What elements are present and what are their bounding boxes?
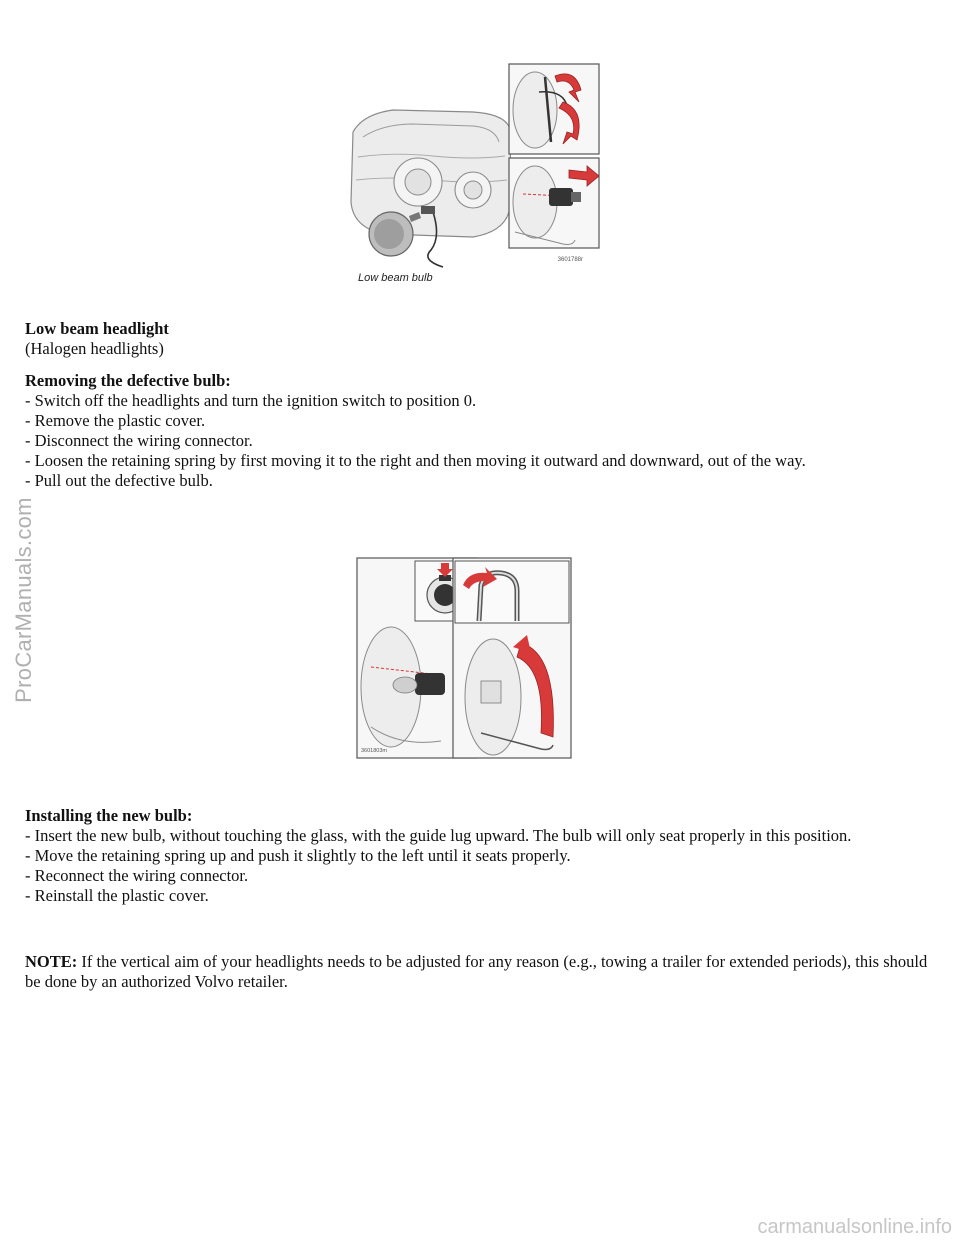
low-beam-bulb-illustration xyxy=(323,62,605,290)
installing-step: - Reinstall the plastic cover. xyxy=(25,886,209,905)
removing-step: - Pull out the defective bulb. xyxy=(25,471,213,490)
figure1-code: 3601788r xyxy=(557,257,583,263)
removing-heading: Removing the defective bulb: xyxy=(25,371,231,390)
note-label: NOTE: xyxy=(25,952,78,971)
removing-step: - Switch off the headlights and turn the ignition switch to position 0. xyxy=(25,391,477,410)
side-watermark: ProCarManuals.com xyxy=(11,497,36,703)
bottom-watermark: carmanualsonline.info xyxy=(757,1216,952,1238)
section-subtitle: (Halogen headlights) xyxy=(25,339,164,358)
removing-section xyxy=(25,371,932,491)
removing-step: - Loosen the retaining spring by first moving it to the right and then moving it outward and downward, out of the way. xyxy=(25,451,806,470)
section-header xyxy=(25,319,932,359)
figure2-code: 3601803m xyxy=(361,748,387,754)
installing-step: - Insert the new bulb, without touching the glass, with the guide lug upward. The bulb will only seat properly in this position. xyxy=(25,826,852,845)
note-section xyxy=(25,952,932,992)
removing-step: - Disconnect the wiring connector. xyxy=(25,431,253,450)
note-paragraph xyxy=(25,952,932,992)
removing-step: - Remove the plastic cover. xyxy=(25,411,206,430)
installing-step: - Move the retaining spring up and push it slightly to the left until it seats properly. xyxy=(25,846,571,865)
note-text: If the vertical aim of your headlights needs to be adjusted for any reason (e.g., towing a trailer for extended periods), this should be done by an authorized Volvo retailer. xyxy=(25,952,928,991)
section-title: Low beam headlight xyxy=(25,319,169,338)
installing-step: - Reconnect the wiring connector. xyxy=(25,866,249,885)
installing-section xyxy=(25,806,932,906)
install-bulb-illustration xyxy=(331,557,575,761)
installing-heading: Installing the new bulb: xyxy=(25,806,193,825)
figure1-caption: Low beam bulb xyxy=(358,272,433,284)
